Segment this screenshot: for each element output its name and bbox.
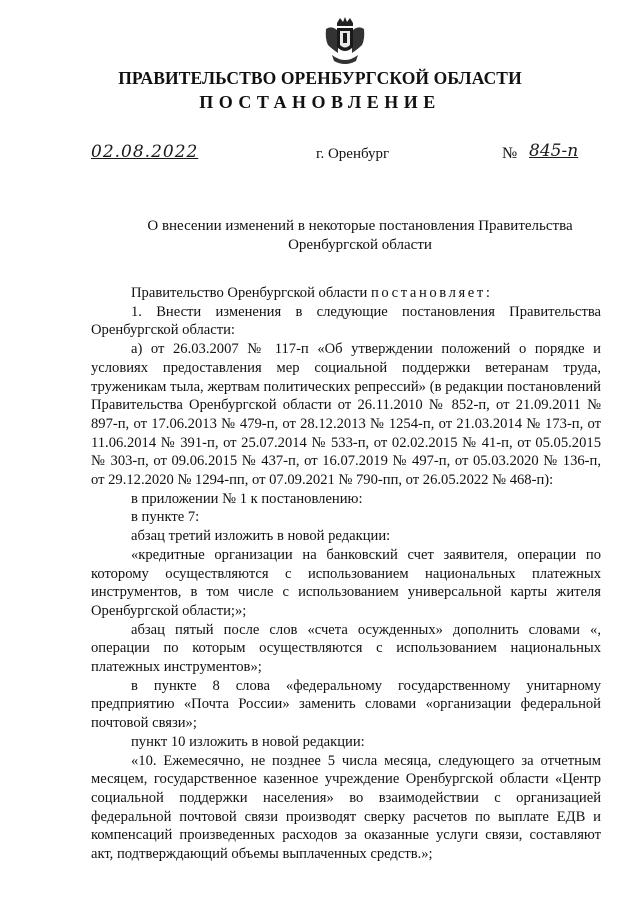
- document-date: 02.08.2022: [91, 142, 199, 162]
- paragraph-1: 1. Внести изменения в следующие постановления Правительства Оренбургской области:: [91, 303, 601, 339]
- paragraph-6: «кредитные организации на банковский счет заявителя, операции по которому осуществляются с использованием национальных платежных инструментов, в том числе с использованием универсальной карты жителя Оренбургской области;»;: [91, 546, 601, 619]
- paragraph-10: «10. Ежемесячно, не позднее 5 числа месяца, следующего за отчетным месяцем, государственное казенное учреждение Оренбургской области «Центр социальной поддержки населения» во взаимодействии с организацией федеральной почтовой связи производят сверку расчетов по выплате ЕДВ и компенсаций произведенных расходов за оказанные услуги связи, составляют акт, подтверждающий объемы выплаченных средств.»;: [91, 752, 601, 863]
- subject-line-1: О внесении изменений в некоторые постановления Правительства: [147, 218, 573, 234]
- paragraph-2: а) от 26.03.2007 № 117-п «Об утверждении положений о порядке и условиях предоставления мер социальной поддержки ветеранам труда, труженикам тыла, жертвам политических репрессий» (в редакции постановлений Правительства Оренбургской области от 26.11.2010 № 852-п, от 21.09.2011 № 897-п, от 17.06.2013 № 479-п, от 28.12.2013 № 1254-п, от 21.03.2014 № 173-п, от 11.06.2014 № 391-п, от 25.07.2014 № 533-п, от 02.02.2015 № 41-п, от 05.05.2015 № 303-п, от 09.06.2015 № 437-п, от 16.07.2019 № 497-п, от 05.03.2020 № 136-п, от 29.12.2020 № 1294-пп, от 07.09.2021 № 790-пп, от 26.05.2022 № 468-п):: [91, 341, 601, 489]
- paragraph-3: в приложении № 1 к постановлению:: [131, 490, 363, 507]
- document-number: 845-п: [529, 141, 579, 161]
- paragraph-9: пункт 10 изложить в новой редакции:: [131, 733, 365, 750]
- document-type: ПОСТАНОВЛЕНИЕ: [199, 92, 441, 112]
- document-subject: [80, 217, 640, 255]
- paragraph-7: абзац пятый после слов «счета осужденных» дополнить словами «, операции по которым осуществляются с использованием национальных платежных инструментов»;: [91, 621, 601, 676]
- government-name: ПРАВИТЕЛЬСТВО ОРЕНБУРГСКОЙ ОБЛАСТИ: [118, 68, 522, 88]
- subject-line-2: Оренбургской области: [288, 237, 432, 253]
- intro-suffix: :: [485, 285, 490, 301]
- paragraph-4: в пункте 7:: [131, 509, 200, 526]
- paragraph-5: абзац третий изложить в новой редакции:: [131, 528, 391, 545]
- paragraph-8: в пункте 8 слова «федеральному государственному унитарному предприятию «Почта России» заменить словами «организации федеральной почтовой связи»;: [91, 677, 601, 732]
- intro-verb: постановляет: [370, 285, 486, 301]
- document-body: [91, 284, 601, 864]
- number-label: №: [502, 145, 518, 162]
- intro-paragraph: [91, 284, 601, 303]
- coat-of-arms-icon: [322, 15, 368, 65]
- document-city: г. Оренбург: [316, 146, 390, 162]
- intro-prefix: Правительство Оренбургской области: [131, 285, 371, 301]
